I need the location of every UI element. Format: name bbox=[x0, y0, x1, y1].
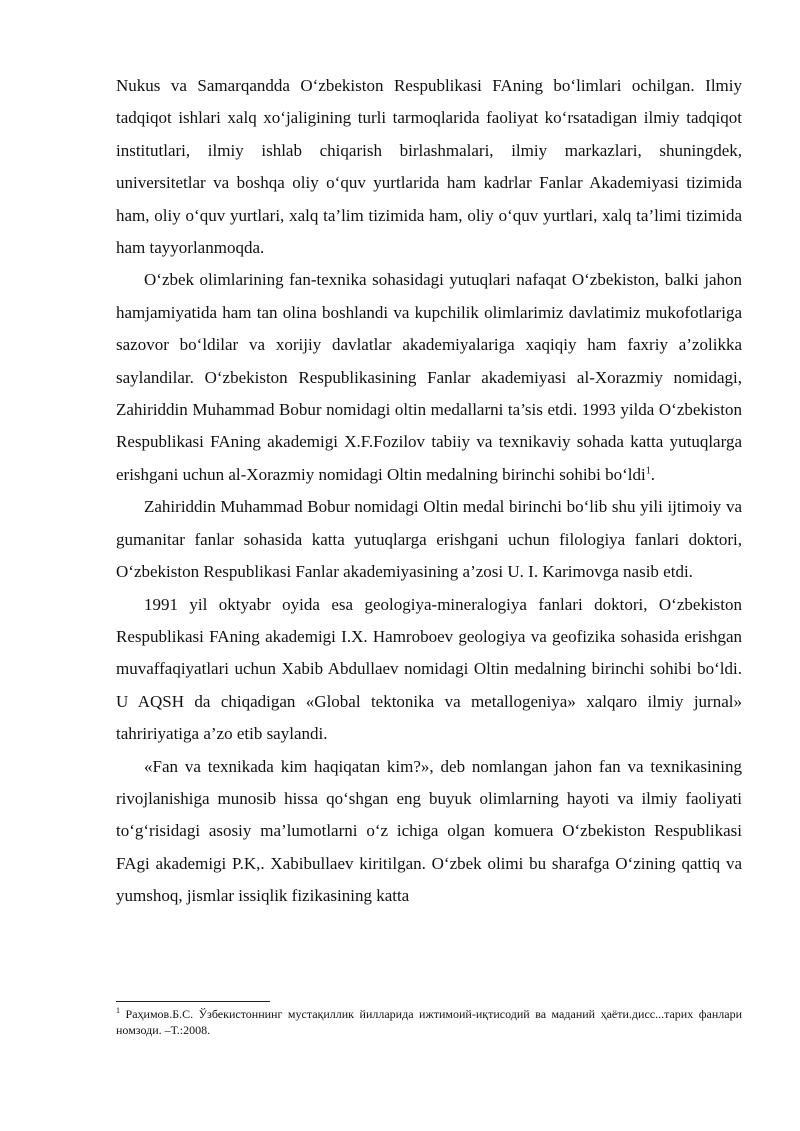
paragraph-2 bbox=[116, 264, 742, 491]
footnote-reference: 1 bbox=[645, 465, 651, 477]
paragraph-1: Nukus va Samarqandda O‘zbekiston Respublikasi FAning bo‘limlari ochilgan. Ilmiy tadqiqot ishlari xalq xo‘jaligining turli tarmoqlarida faoliyat ko‘rsatadigan ilmiy tadqiqot institutlari, ilmiy ishlab chiqarish birlashmalari, ilmiy markazlari, shuningdek, universitetlar va boshqa oliy o‘quv yurtlarida ham kadrlar Fanlar Akademiyasi tizimida ham, oliy o‘quv yurtlari, xalq ta’lim tizimida ham, oliy o‘quv yurtlari, xalq ta’limi tizimida ham tayyorlanmoqda. bbox=[116, 76, 742, 258]
paragraph-3: Zahiriddin Muhammad Bobur nomidagi Oltin medal birinchi bo‘lib shu yili ijtimoiy va gumanitar fanlar sohasida katta yutuqlarga erishgani uchun filologiya fanlari doktori, O‘zbekiston Respublikasi Fanlar akademiyasining a’zosi U. I. Karimovga nasib etdi. bbox=[116, 497, 742, 582]
paragraph-2-text: O‘zbek olimlarining fan-texnika sohasidagi yutuqlari nafaqat O‘zbekiston, balki jahon hamjamiyatida ham tan olina boshlandi va kupchilik olimlarimiz davlatimiz mukofotlariga sazovor bo‘ldilar va xorijiy davlatlar akademiyalariga xaqiqiy ham faxriy a’zolikka saylandilar. O‘zbekiston Respublikasining Fanlar akademiyasi al-Xorazmiy nomidagi, Zahiriddin Muhammad Bobur nomidagi oltin medallarni ta’sis etdi. 1993 yilda O‘zbekiston Respublikasi FAning akademigi X.F.Fozilov tabiiy va texnikaviy sohada katta yutuqlarga erishgani uchun al-Xorazmiy nomidagi Oltin medalning birinchi sohibi bo‘ldi bbox=[116, 270, 742, 484]
paragraph-4: 1991 yil oktyabr oyida esa geologiya-mineralogiya fanlari doktori, O‘zbekiston Respublikasi FAning akademigi I.X. Hamroboev geologiya va geofizika sohasida erishgan muvaffaqiyatlari uchun Xabib Abdullaev nomidagi Oltin medalning birinchi sohibi bo‘ldi. U AQSH da chiqadigan «Global tektonika va metallogeniya» xalqaro ilmiy jurnal» tahririyatiga a’zo etib saylandi. bbox=[116, 594, 742, 744]
footnote-separator bbox=[116, 1001, 270, 1002]
footnote-text: Раҳимов.Б.С. Ўзбекистоннинг мустақиллик йилларида ижтимоий-иқтисодий ва маданий ҳаёти.дисс...тарих фанлари номзоди. –Т.:2008. bbox=[116, 1007, 743, 1037]
footnote bbox=[116, 1006, 742, 1038]
paragraph-2-end: . bbox=[650, 464, 655, 484]
footnote-number: 1 bbox=[116, 1006, 120, 1015]
body-text bbox=[116, 70, 742, 913]
paragraph-5: «Fan va texnikada kim haqiqatan kim?», deb nomlangan jahon fan va texnikasining rivojlanishiga munosib hissa qo‘shgan eng buyuk olimlarning hayoti va ilmiy faoliyati to‘g‘risidagi asosiy ma’lumotlarni o‘z ichiga olgan komuera O‘zbekiston Respublikasi FAgi akademigi P.K,. Xabibullaev kiritilgan. O‘zbek olimi bu sharafga O‘zining qattiq va yumshoq, jismlar issiqlik fizikasining katta bbox=[116, 756, 742, 906]
